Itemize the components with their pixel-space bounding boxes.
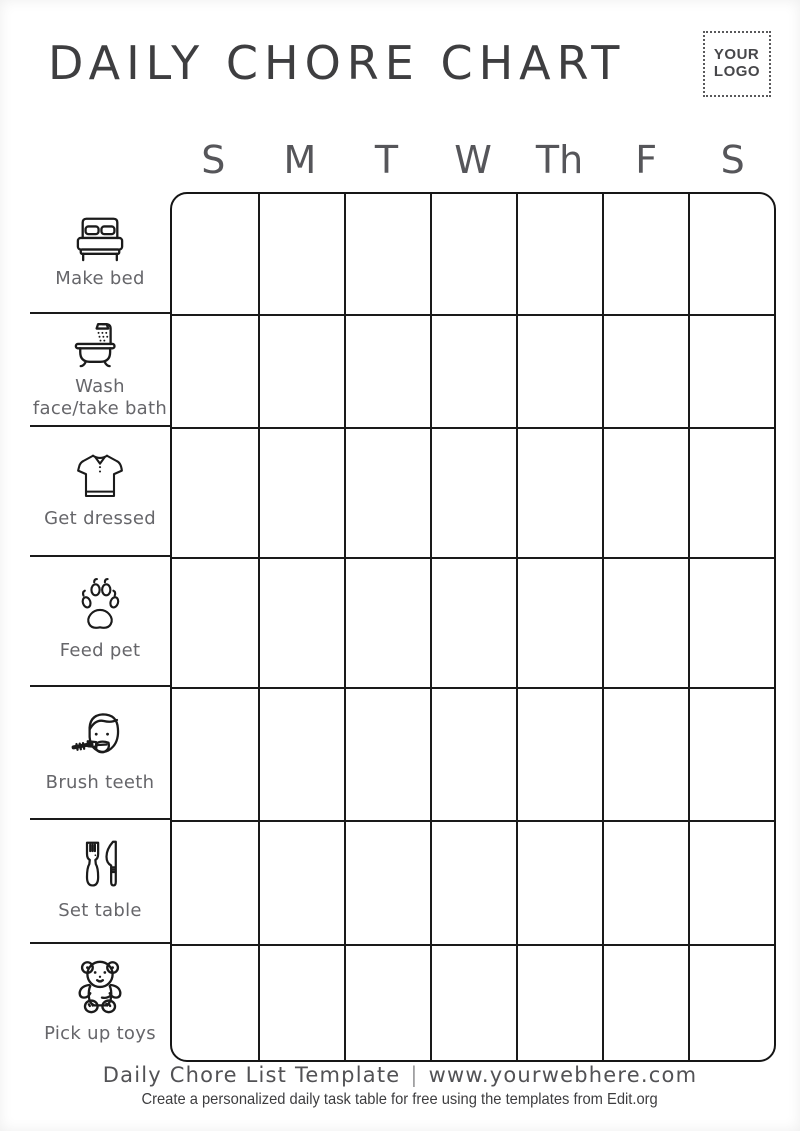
bathtub-icon bbox=[69, 316, 131, 370]
chore-cell[interactable] bbox=[602, 194, 688, 314]
bed-icon bbox=[69, 212, 131, 262]
chore-cell[interactable] bbox=[602, 427, 688, 557]
chore-row-label-get-dressed: Get dressed bbox=[30, 427, 170, 557]
paw-icon bbox=[75, 576, 125, 634]
chore-cell[interactable] bbox=[688, 820, 774, 944]
page-title: DAILY CHORE CHART bbox=[48, 36, 626, 90]
chore-row-label-set-table: Set table bbox=[30, 820, 170, 944]
day-header-sunday: S bbox=[201, 138, 226, 182]
chore-cell[interactable] bbox=[172, 687, 258, 820]
teddy-bear-icon bbox=[67, 955, 133, 1017]
chore-cell[interactable] bbox=[688, 944, 774, 1060]
footer-template-credit: Daily Chore List Template | www.yourwebhere.com bbox=[102, 1063, 698, 1087]
chore-chart bbox=[30, 192, 776, 1062]
chore-cell[interactable] bbox=[430, 944, 516, 1060]
chore-row-label-brush-teeth: Brush teeth bbox=[30, 687, 170, 820]
day-header-monday: M bbox=[283, 138, 317, 182]
chore-cell[interactable] bbox=[516, 557, 602, 687]
day-header-row bbox=[170, 124, 776, 186]
chore-cell[interactable] bbox=[258, 314, 344, 427]
cutlery-icon bbox=[74, 836, 126, 894]
chore-cell[interactable] bbox=[172, 944, 258, 1060]
chore-label-column bbox=[30, 194, 170, 1060]
chore-cell[interactable] bbox=[430, 820, 516, 944]
chore-cell[interactable] bbox=[688, 427, 774, 557]
chore-cell[interactable] bbox=[516, 820, 602, 944]
footer-website: www.yourwebhere.com bbox=[428, 1063, 698, 1087]
chore-cell[interactable] bbox=[430, 427, 516, 557]
chore-cell[interactable] bbox=[258, 427, 344, 557]
footer-separator: | bbox=[410, 1063, 419, 1087]
chore-row-label-wash: Wash face/take bath bbox=[30, 314, 170, 427]
chore-cell[interactable] bbox=[172, 820, 258, 944]
chore-cell[interactable] bbox=[344, 427, 430, 557]
day-header-thursday: Th bbox=[535, 138, 584, 182]
chore-cell[interactable] bbox=[602, 687, 688, 820]
chore-cell[interactable] bbox=[430, 194, 516, 314]
chore-cell[interactable] bbox=[516, 194, 602, 314]
chore-cell[interactable] bbox=[344, 557, 430, 687]
chore-cell[interactable] bbox=[430, 687, 516, 820]
chore-grid bbox=[170, 192, 776, 1062]
chore-cell[interactable] bbox=[602, 820, 688, 944]
chore-cell[interactable] bbox=[688, 194, 774, 314]
chore-cell[interactable] bbox=[430, 314, 516, 427]
chore-cell[interactable] bbox=[602, 944, 688, 1060]
chore-cell[interactable] bbox=[258, 820, 344, 944]
chore-cell[interactable] bbox=[172, 314, 258, 427]
chore-cell[interactable] bbox=[344, 820, 430, 944]
chore-cell[interactable] bbox=[516, 944, 602, 1060]
chore-cell[interactable] bbox=[258, 944, 344, 1060]
chore-cell[interactable] bbox=[344, 687, 430, 820]
chore-cell[interactable] bbox=[688, 687, 774, 820]
footer bbox=[0, 1063, 800, 1109]
chore-cell[interactable] bbox=[258, 687, 344, 820]
logo-placeholder[interactable] bbox=[703, 31, 771, 97]
chore-cell[interactable] bbox=[602, 557, 688, 687]
chore-cell[interactable] bbox=[172, 194, 258, 314]
chore-row-label-pick-up-toys: Pick up toys bbox=[30, 944, 170, 1060]
chore-cell[interactable] bbox=[172, 557, 258, 687]
day-header-wednesday: W bbox=[454, 138, 492, 182]
chore-cell[interactable] bbox=[602, 314, 688, 427]
chore-cell[interactable] bbox=[172, 427, 258, 557]
chore-cell[interactable] bbox=[516, 314, 602, 427]
chore-row-label-make-bed: Make bed bbox=[30, 194, 170, 314]
chore-cell[interactable] bbox=[688, 314, 774, 427]
chore-cell[interactable] bbox=[258, 557, 344, 687]
day-header-tuesday: T bbox=[374, 138, 399, 182]
logo-placeholder-text: YOUR LOGO bbox=[713, 46, 761, 80]
footer-tagline: Create a personalized daily task table for free using the templates from Edit.org bbox=[141, 1091, 659, 1108]
chore-cell[interactable] bbox=[258, 194, 344, 314]
day-header-saturday: S bbox=[720, 138, 745, 182]
chore-row-label-feed-pet: Feed pet bbox=[30, 557, 170, 687]
brush-teeth-icon bbox=[67, 708, 133, 766]
chore-cell[interactable] bbox=[344, 944, 430, 1060]
chore-cell[interactable] bbox=[516, 687, 602, 820]
day-header-friday: F bbox=[635, 138, 658, 182]
chore-cell[interactable] bbox=[516, 427, 602, 557]
shirt-icon bbox=[72, 448, 128, 502]
chore-cell[interactable] bbox=[344, 314, 430, 427]
chore-cell[interactable] bbox=[688, 557, 774, 687]
chore-cell[interactable] bbox=[344, 194, 430, 314]
chore-cell[interactable] bbox=[430, 557, 516, 687]
